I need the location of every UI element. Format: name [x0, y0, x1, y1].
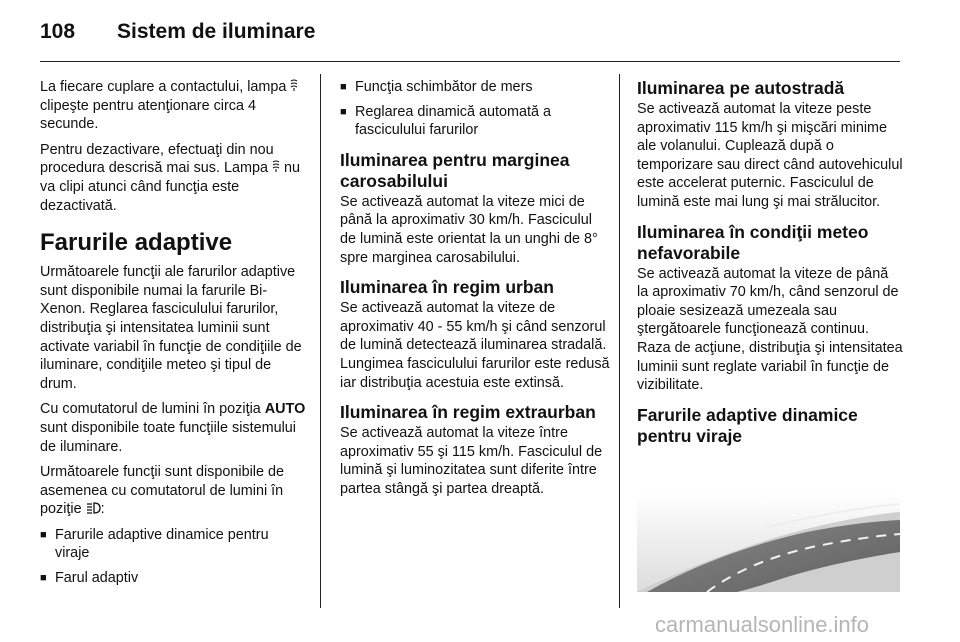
- list-item: ■ Farurile adaptive dinamice pentru viraje: [40, 526, 269, 562]
- subsection-heading: Iluminarea în regim urban: [340, 277, 554, 298]
- subsection-heading: Iluminarea pe autostradă: [637, 78, 845, 98]
- subsection-text: Se activează automat la viteze de aproximativ 40 - 55 km/h şi când senzorul de lumină detectează iluminarea stradală. Lungimea fasciculului farurilor este redusă iar distribuţia acestuia este extinsă.: [340, 300, 610, 391]
- paragraph-deactivation: Pentru dezactivare, efectuaţi din nou procedura descrisă mai sus. Lampa nu va clipi atunci când funcţia este dezactivată.: [40, 141, 300, 214]
- column-divider: [320, 74, 321, 608]
- paragraph-intro: Următoarele funcţii ale farurilor adaptive sunt disponibile numai la farurile Bi-Xenon. Reglarea fasciculului farurilor, distribuţia şi intensitatea luminii sunt activate variabil în funcţie de condiţiile de iluminare, condiţiile meteo şi tipul de drum.: [40, 264, 302, 392]
- function-list-continued: [340, 78, 610, 140]
- subsection-heading: Iluminarea pentru marginea carosabilului: [340, 149, 570, 191]
- bullet-icon: ■: [340, 81, 347, 93]
- cornering-light-illustration: [637, 492, 900, 592]
- list-item: ■ Funcţia schimbător de mers: [340, 79, 533, 95]
- adaptive-light-indicator-icon: [272, 160, 280, 176]
- bullet-icon: ■: [340, 105, 347, 118]
- column-left: [40, 78, 306, 594]
- subsection-text: Se activează automat la viteze peste aproximativ 115 km/h şi mişcări minime ale volanului. Cuplează după o temporizare sau direct când autovehiculul este accelerat puternic. Fasciculul de lumină este mai lung şi mai strălucitor.: [637, 101, 903, 210]
- list-item: ■ Reglarea dinamică automată a fasciculului farurilor: [340, 103, 551, 139]
- auto-label: AUTO: [264, 401, 306, 418]
- adaptive-light-indicator-icon: [290, 79, 298, 95]
- subsection-heading: Iluminarea în regim extraurban: [340, 402, 596, 423]
- column-middle: [340, 78, 610, 506]
- headlight-high-beam-icon: [86, 501, 101, 517]
- subsection-text: Se activează automat la viteze între aproximativ 55 şi 115 km/h. Fasciculul de lumină şi luminozitatea sunt diferite între partea stângă şi partea dreaptă.: [340, 425, 603, 497]
- column-divider: [619, 74, 620, 608]
- paragraph-blink-info: La fiecare cuplare a contactului, lampa clipeşte pentru atenţionare circa 4 secunde.: [40, 78, 306, 134]
- subsection-heading: Farurile adaptive dinamice pentru viraje: [637, 404, 858, 446]
- section-heading: Farurile adaptive: [40, 229, 233, 257]
- paragraph-headlight-position: Următoarele funcţii sunt disponibile de asemenea cu comutatorul de lumini în poziţie :: [40, 464, 284, 518]
- list-item: ■ Farul adaptiv: [40, 570, 139, 587]
- page-header: [0, 0, 960, 62]
- subsection-text: Se activează automat la viteze de până la aproximativ 70 km/h, când senzorul de ploaie sesizează umezeala sau ştergătoarele funcţionează continuu. Raza de acţiune, distribuţia şi intensitatea luminii sunt reglate variabil în funcţie de vizibilitate.: [637, 265, 903, 394]
- column-right: [637, 78, 903, 448]
- watermark: carmanualsonline.info: [655, 612, 870, 637]
- page-number: 108: [40, 20, 76, 43]
- bullet-icon: ■: [40, 528, 47, 541]
- header-divider: [40, 61, 900, 62]
- function-list: [40, 526, 306, 588]
- bullet-icon: ■: [40, 572, 47, 585]
- subsection-heading: Iluminarea în condiţii meteo nefavorabile: [637, 221, 869, 263]
- subsection-text: Se activează automat la viteze mici de până la aproximativ 30 km/h. Fasciculul de lumină este orientat la un unghi de 8° spre marginea carosabilului.: [340, 193, 598, 266]
- page-title: Sistem de iluminare: [117, 20, 316, 43]
- paragraph-auto: Cu comutatorul de lumini în poziţia AUTO sunt disponibile toate funcţiile sistemului de iluminare.: [40, 401, 306, 455]
